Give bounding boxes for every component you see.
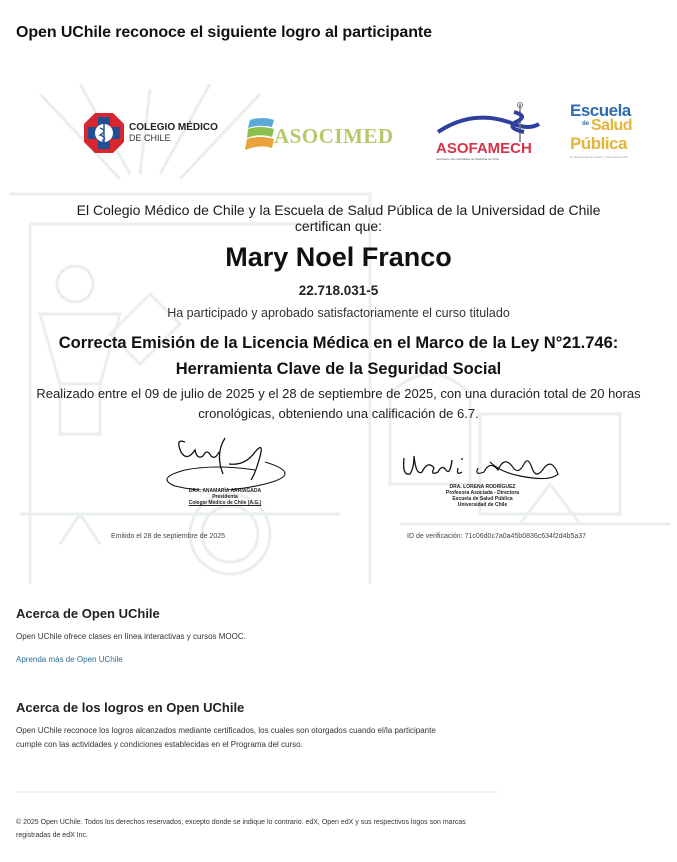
escuela-line2a: de <box>582 121 590 127</box>
asofamech-text: ASOFAMECH <box>436 140 532 157</box>
about-title: Acerca de Open UChile <box>16 606 160 621</box>
issued-date: Emitido el 28 de septiembre de 2025 <box>111 533 226 540</box>
about-achievements-section <box>16 700 516 752</box>
colegio-medico-line2: DE CHILE <box>129 133 171 143</box>
logo-escuela-salud-publica <box>570 101 632 165</box>
achievements-body-line1: Open UChile reconoce los logros alcanzados mediante certificados, los cuales son otorgados cuando el/la participante <box>16 726 436 735</box>
footer-divider <box>16 791 497 793</box>
signature-1-role: Presidenta <box>212 494 238 500</box>
signature-2-image <box>400 446 565 486</box>
asocimed-waves-icon <box>244 116 278 152</box>
completion-line2: cronológicas, obteniendo una calificación de 6.7. <box>198 406 479 421</box>
page-heading: Open UChile reconoce el siguiente logro al participante <box>16 24 432 41</box>
about-body: Open UChile ofrece clases en línea interactivas y cursos MOOC. <box>16 632 246 641</box>
intro-line1: El Colegio Médico de Chile y la Escuela de Salud Pública de la Universidad de Chile <box>76 202 601 218</box>
asocimed-text: ASOCIMED <box>274 124 394 148</box>
learn-more-link[interactable]: Aprenda más de Open UChile <box>16 655 123 664</box>
verification-id: ID de verificación: 71c06d0c7a0a45b0836c634f2d4b5a37 <box>407 533 587 540</box>
signature-2-role: Profesora Asociada - Directora <box>445 490 520 496</box>
course-title-line2: Herramienta Clave de la Seguridad Social <box>175 360 502 378</box>
footer-line2: registradas de edX Inc. <box>16 832 88 839</box>
achievements-body <box>16 724 516 752</box>
participant-id: 22.718.031-5 <box>298 283 379 298</box>
achievements-title: Acerca de los logros en Open UChile <box>16 700 245 715</box>
participation-text: Ha participado y aprobado satisfactoriamente el curso titulado <box>167 306 510 320</box>
signature-2-org2: Universidad de Chile <box>457 502 508 508</box>
asofamech-caduceus-icon <box>434 102 546 142</box>
escuela-line3: Pública <box>570 134 627 153</box>
completion-line1: Realizado entre el 09 de julio de 2025 y el 28 de septiembre de 2025, con una duración total de 20 horas <box>36 386 641 401</box>
achievements-body-line2: cumple con las actividades y condiciones establecidas en el Programa del curso. <box>16 740 303 749</box>
signature-1-org: Colegio Médico de Chile (A.G.) <box>188 500 262 506</box>
course-title-line1: Correcta Emisión de la Licencia Médica en el Marco de la Ley N°21.746: <box>58 334 619 352</box>
about-open-uchile-section <box>16 606 516 667</box>
certificate <box>0 84 677 584</box>
logo-asofamech <box>434 102 546 162</box>
logo-colegio-medico <box>83 112 218 154</box>
completion-details <box>0 384 677 424</box>
participant-name: Mary Noel Franco <box>225 242 452 272</box>
signature-1-name: DRA. ANAMARÍA ARRIAGADA <box>188 488 262 494</box>
intro-line2: certifican que: <box>294 218 383 234</box>
certificate-intro <box>0 202 677 234</box>
asofamech-subtitle: Asociación de Facultades de Medicina de Chile <box>436 157 500 161</box>
signature-block-1 <box>155 434 295 514</box>
signature-2-org: Escuela de Salud Pública <box>452 496 513 502</box>
signature-block-2 <box>400 446 565 526</box>
colegio-medico-line1: COLEGIO MÉDICO <box>129 122 218 133</box>
signature-2-name: DRA. LORENA RODRÍGUEZ <box>449 484 516 490</box>
escuela-line1: Escuela <box>570 101 631 120</box>
course-title <box>0 330 677 382</box>
logo-asocimed <box>244 116 414 156</box>
footer-line1: © 2025 Open UChile. Todos los derechos reservados, excepto donde se indique lo contrario. edX, Open edX y sus respectivos logos son marcas <box>16 819 466 826</box>
escuela-subtitle: Dr. Salvador Allende Gossens · Universidad de Chile <box>570 156 629 159</box>
colegio-medico-emblem-icon <box>83 112 125 154</box>
footer-copyright <box>16 816 506 842</box>
escuela-line2b: Salud <box>591 117 633 134</box>
logos-row <box>0 84 677 194</box>
signature-1-image <box>155 434 295 490</box>
